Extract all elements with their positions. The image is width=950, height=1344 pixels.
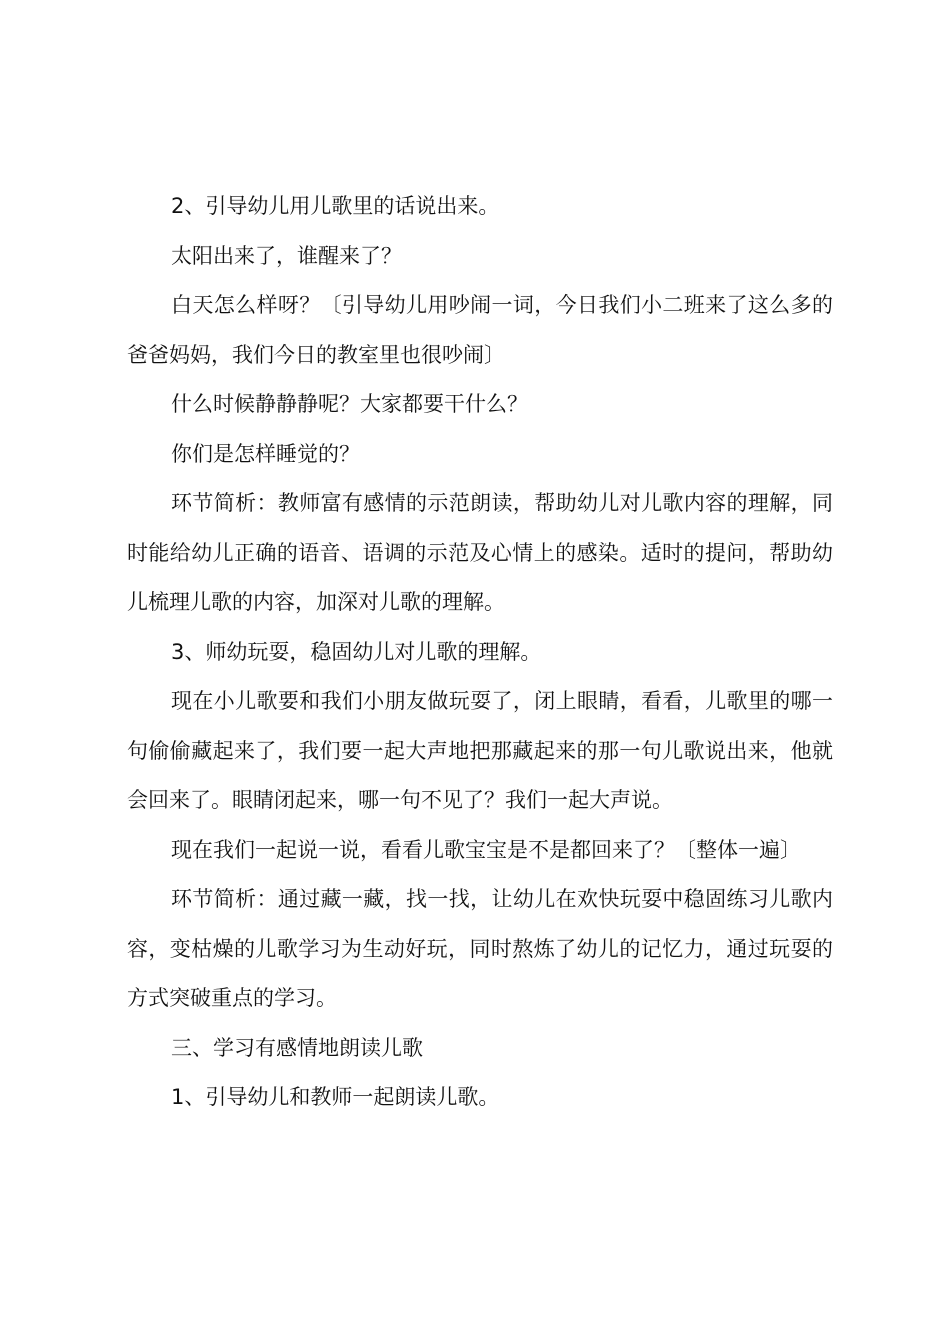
analysis-paragraph: 环节简析：教师富有感情的示范朗读，帮助幼儿对儿歌内容的理解，同时能给幼儿正确的语音、语调的示范及心情上的感染。适时的提问，帮助幼儿梳理儿歌的内容，加深对儿歌的理解。: [127, 491, 833, 614]
analysis-paragraph: 环节简析：通过藏一藏，找一找，让幼儿在欢快玩耍中稳固练习儿歌内容，变枯燥的儿歌学习为生动好玩，同时熬炼了幼儿的记忆力，通过玩耍的方式突破重点的学习。: [127, 887, 833, 1010]
instruction-paragraph: 现在我们一起说一说，看看儿歌宝宝是不是都回来了？〔整体一遍〕: [171, 837, 801, 862]
section-heading: 三、学习有感情地朗读儿歌: [171, 1035, 423, 1060]
step-heading: 1、引导幼儿和教师一起朗读儿歌。: [171, 1085, 500, 1109]
step-heading: 2、引导幼儿用儿歌里的话说出来。: [171, 194, 500, 218]
question-paragraph: 白天怎么样呀？〔引导幼儿用吵闹一词，今日我们小二班来了这么多的爸爸妈妈，我们今日的教室里也很吵闹〕: [127, 293, 833, 367]
step-heading: 3、师幼玩耍，稳固幼儿对儿歌的理解。: [171, 639, 542, 664]
document-body: [127, 182, 833, 1123]
question-line: 你们是怎样睡觉的？: [171, 441, 360, 466]
question-line: 太阳出来了，谁醒来了？: [171, 243, 402, 268]
question-line: 什么时候静静静呢？大家都要干什么？: [171, 392, 528, 416]
instruction-paragraph: 现在小儿歌要和我们小朋友做玩耍了，闭上眼睛，看看，儿歌里的哪一句偷偷藏起来了，我们要一起大声地把那藏起来的那一句儿歌说出来，他就会回来了。眼睛闭起来，哪一句不见了？我们一起大声说。: [127, 689, 833, 812]
